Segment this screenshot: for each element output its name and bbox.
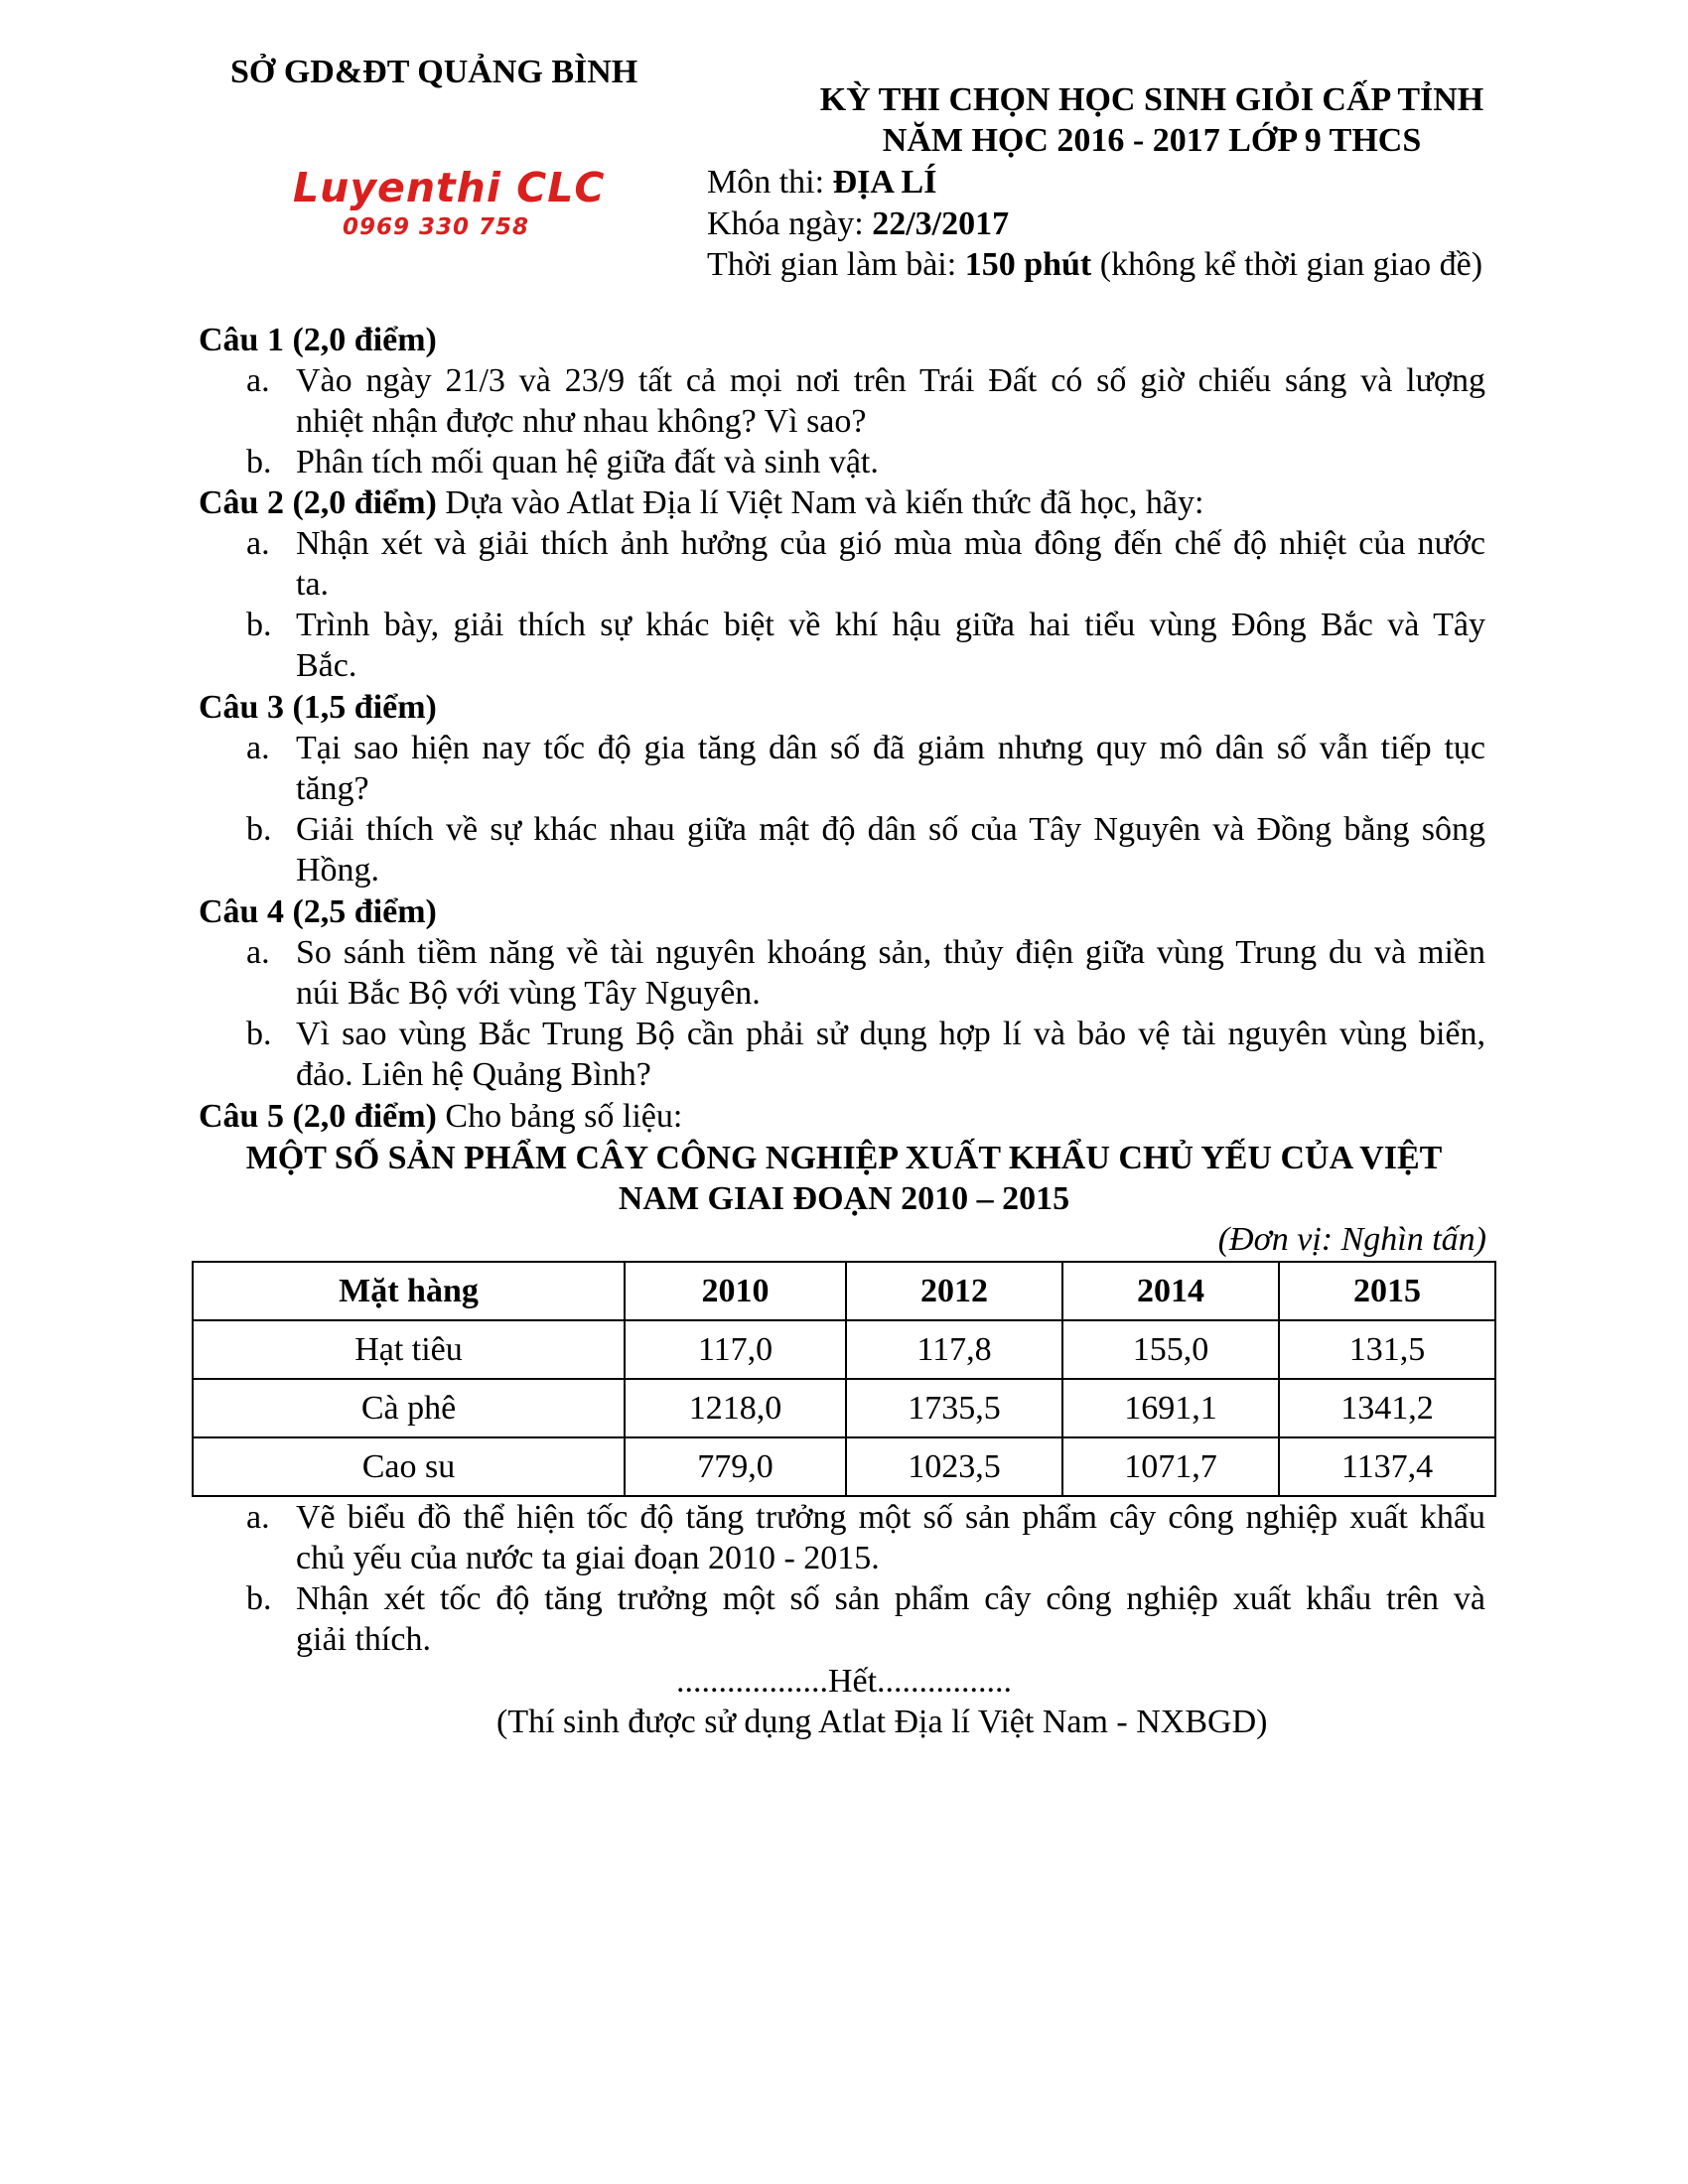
table-cell: 1735,5 xyxy=(846,1379,1062,1437)
table-caption-line1: MỘT SỐ SẢN PHẨM CÂY CÔNG NGHIỆP XUẤT KHẨU CHỦ YẾU CỦA VIỆT xyxy=(245,1140,1443,1176)
table-cell: 1341,2 xyxy=(1279,1379,1495,1437)
date-value: 22/3/2017 xyxy=(872,205,1010,242)
q2-b-text: Trình bày, giải thích sự khác biệt về khí hậu giữa hai tiểu vùng Đông Bắc và Tây xyxy=(296,607,1485,643)
header-year: 2010 xyxy=(625,1262,846,1320)
time-value: 150 phút xyxy=(964,246,1092,283)
table-header-row xyxy=(193,1262,1495,1320)
q5-b-text-cont: giải thích. xyxy=(296,1621,431,1658)
table-cell: 1071,7 xyxy=(1062,1437,1279,1496)
row-label: Cao su xyxy=(193,1437,625,1496)
exam-title-line2: NĂM HỌC 2016 - 2017 LỚP 9 THCS xyxy=(882,122,1422,159)
header-year: 2012 xyxy=(846,1262,1062,1320)
q3-b-text-cont: Hồng. xyxy=(296,852,380,888)
q1-b-letter: b. xyxy=(246,444,272,480)
q3-a-text: Tại sao hiện nay tốc độ gia tăng dân số đã giảm nhưng quy mô dân số vẫn tiếp tục xyxy=(296,730,1485,766)
question-2 xyxy=(199,482,1203,524)
q2-b-text-cont: Bắc. xyxy=(296,647,357,684)
atlas-note: (Thí sinh được sử dụng Atlat Địa lí Việt Nam - NXBGD) xyxy=(496,1704,1268,1740)
q1-b-text: Phân tích mối quan hệ giữa đất và sinh vật. xyxy=(296,444,879,480)
q4-a-letter: a. xyxy=(246,934,270,971)
q2-a-text: Nhận xét và giải thích ảnh hưởng của gió mùa mùa đông đến chế độ nhiệt của nước xyxy=(296,525,1485,562)
table-row xyxy=(193,1379,1495,1437)
end-mark: ..................Hết................ xyxy=(675,1663,1013,1700)
table-caption-line2: NAM GIAI ĐOẠN 2010 – 2015 xyxy=(618,1180,1070,1217)
q4-b-text-cont: đảo. Liên hệ Quảng Bình? xyxy=(296,1056,651,1093)
q3-b-text: Giải thích về sự khác nhau giữa mật độ dân số của Tây Nguyên và Đồng bằng sông xyxy=(296,811,1485,848)
q1-a-text-cont: nhiệt nhận được như nhau không? Vì sao? xyxy=(296,403,867,440)
q5-a-text-cont: chủ yếu của nước ta giai đoạn 2010 - 2015. xyxy=(296,1540,880,1576)
question-3 xyxy=(199,687,437,729)
question-4 xyxy=(199,891,437,933)
brand-phone: 0969 330 758 xyxy=(343,214,530,240)
table-cell: 131,5 xyxy=(1279,1320,1495,1379)
department-name: SỞ GD&ĐT QUẢNG BÌNH xyxy=(230,54,638,90)
q4-b-text: Vì sao vùng Bắc Trung Bộ cần phải sử dụng hợp lí và bảo vệ tài nguyên vùng biển, xyxy=(296,1016,1485,1052)
row-label: Cà phê xyxy=(193,1379,625,1437)
table-cell: 1023,5 xyxy=(846,1437,1062,1496)
table-row xyxy=(193,1320,1495,1379)
table-cell: 1137,4 xyxy=(1279,1437,1495,1496)
question-5-head: Câu 5 (2,0 điểm) xyxy=(199,1098,437,1135)
brand-logo: Luyenthi CLC xyxy=(293,164,606,211)
question-5 xyxy=(199,1096,682,1138)
question-2-head: Câu 2 (2,0 điểm) xyxy=(199,484,437,521)
export-data-table xyxy=(192,1261,1496,1497)
question-4-head: Câu 4 (2,5 điểm) xyxy=(199,893,437,930)
q4-a-text-cont: núi Bắc Bộ với vùng Tây Nguyên. xyxy=(296,975,761,1012)
q2-a-letter: a. xyxy=(246,525,270,562)
question-1-head: Câu 1 (2,0 điểm) xyxy=(199,322,437,358)
q4-a-text: So sánh tiềm năng về tài nguyên khoáng sản, thủy điện giữa vùng Trung du và miền xyxy=(296,934,1485,971)
q4-b-letter: b. xyxy=(246,1016,272,1052)
q1-a-text: Vào ngày 21/3 và 23/9 tất cả mọi nơi trên Trái Đất có số giờ chiếu sáng và lượng xyxy=(296,362,1485,399)
subject-label: Môn thi: xyxy=(707,164,833,201)
table-row xyxy=(193,1437,1495,1496)
table-cell: 1218,0 xyxy=(625,1379,846,1437)
question-5-intro: Cho bảng số liệu: xyxy=(436,1098,683,1135)
table-cell: 117,0 xyxy=(625,1320,846,1379)
q2-b-letter: b. xyxy=(246,607,272,643)
question-3-head: Câu 3 (1,5 điểm) xyxy=(199,689,437,726)
question-2-intro: Dựa vào Atlat Địa lí Việt Nam và kiến thức đã học, hãy: xyxy=(436,484,1204,521)
header-year: 2015 xyxy=(1279,1262,1495,1320)
exam-title-line1: KỲ THI CHỌN HỌC SINH GIỎI CẤP TỈNH xyxy=(819,81,1484,118)
time-line xyxy=(707,244,1482,286)
q5-b-text: Nhận xét tốc độ tăng trưởng một số sản phẩm cây công nghiệp xuất khẩu trên và xyxy=(296,1580,1485,1617)
question-1 xyxy=(199,320,437,361)
q3-b-letter: b. xyxy=(246,811,272,848)
table-cell: 779,0 xyxy=(625,1437,846,1496)
date-label: Khóa ngày: xyxy=(707,205,873,242)
header-year: 2014 xyxy=(1062,1262,1279,1320)
q3-a-text-cont: tăng? xyxy=(296,770,369,807)
q1-a-letter: a. xyxy=(246,362,270,399)
header-product: Mặt hàng xyxy=(193,1262,625,1320)
date-line xyxy=(707,204,1009,245)
table-cell: 117,8 xyxy=(846,1320,1062,1379)
table-cell: 155,0 xyxy=(1062,1320,1279,1379)
time-label: Thời gian làm bài: xyxy=(707,246,965,283)
q2-a-text-cont: ta. xyxy=(296,566,330,603)
table-cell: 1691,1 xyxy=(1062,1379,1279,1437)
q5-a-text: Vẽ biểu đồ thể hiện tốc độ tăng trưởng một số sản phẩm cây công nghiệp xuất khẩu xyxy=(296,1499,1485,1536)
subject-line xyxy=(707,162,936,204)
q3-a-letter: a. xyxy=(246,730,270,766)
row-label: Hạt tiêu xyxy=(193,1320,625,1379)
table-unit: (Đơn vị: Nghìn tấn) xyxy=(1217,1221,1486,1258)
subject-value: ĐỊA LÍ xyxy=(832,164,937,201)
time-note: (không kể thời gian giao đề) xyxy=(1091,246,1483,283)
q5-a-letter: a. xyxy=(246,1499,270,1536)
q5-b-letter: b. xyxy=(246,1580,272,1617)
